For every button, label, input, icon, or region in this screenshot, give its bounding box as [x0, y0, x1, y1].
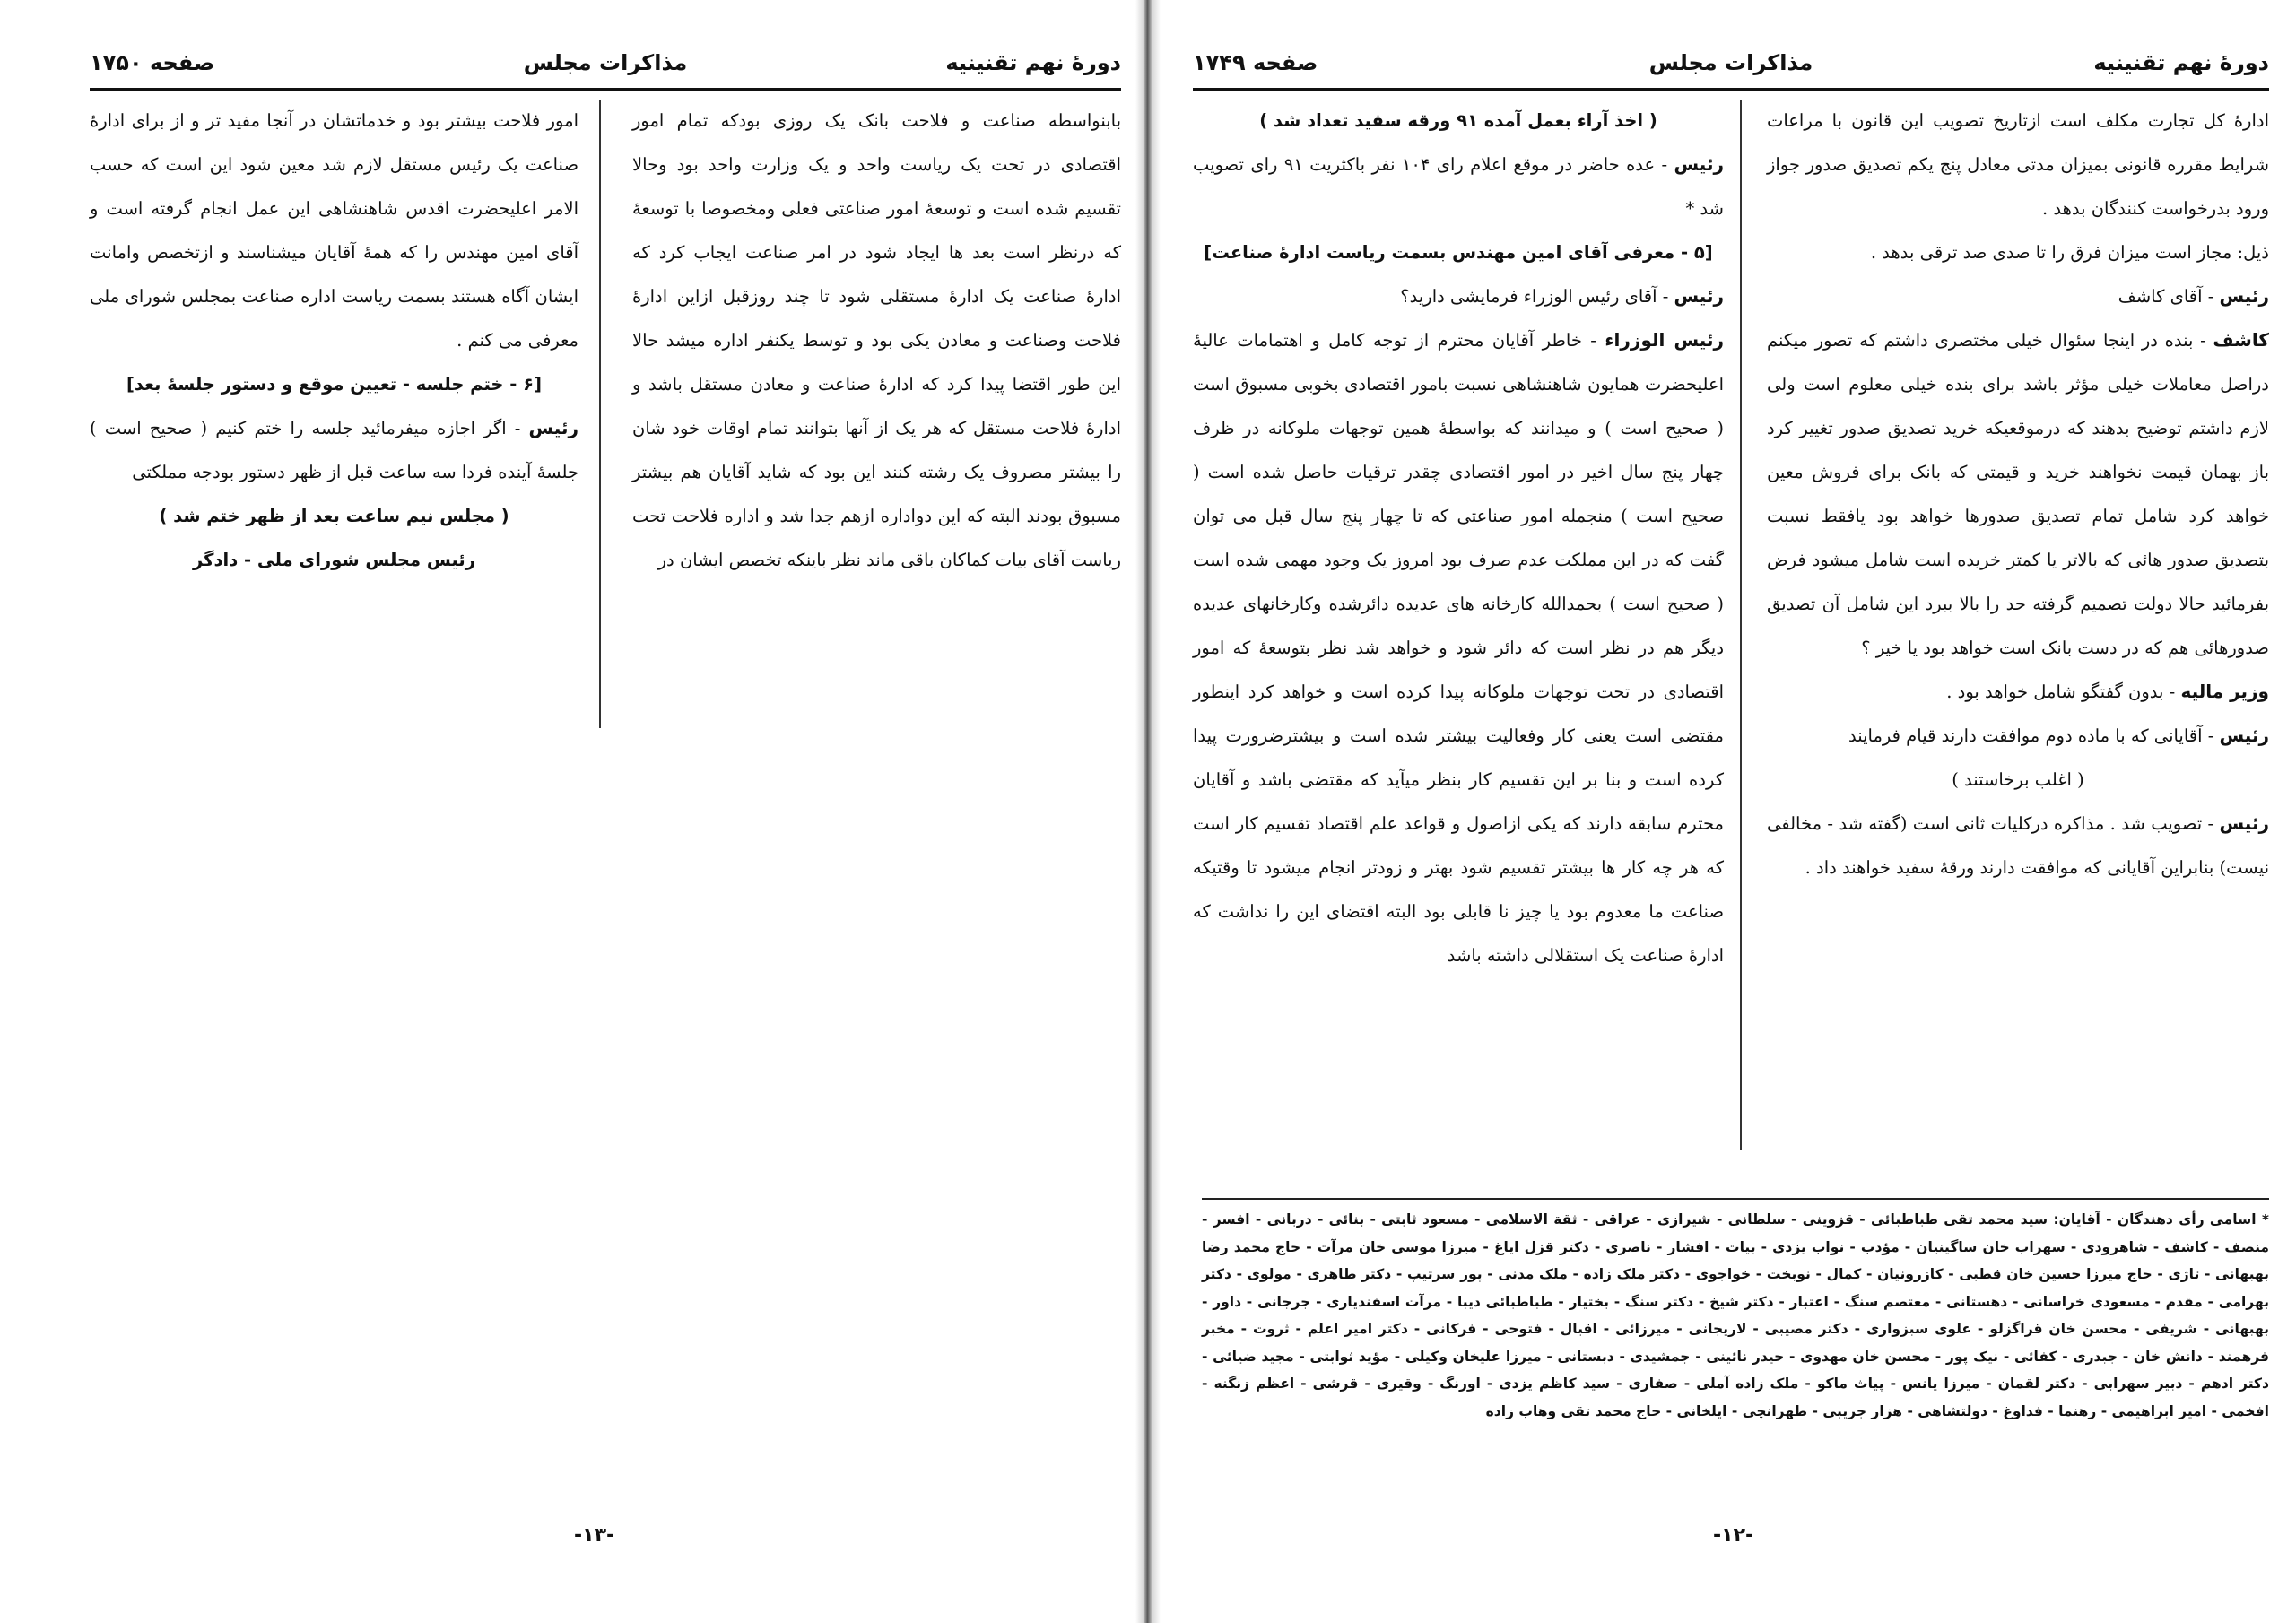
- header-series: دورهٔ نهم تقنینیه: [945, 50, 1121, 75]
- header-page-number: صفحه ۱۷۴۹: [1193, 50, 1318, 75]
- vote-note: ( اخذ آراء بعمل آمده ۹۱ ورقه سفید تعداد شد ): [1259, 110, 1657, 131]
- speaker-name: رئیس: [528, 417, 578, 438]
- paragraph: [1193, 143, 1724, 230]
- column-divider: [599, 100, 601, 728]
- speaker-name: رئیس: [1674, 153, 1724, 175]
- header-page-number: صفحه ۱۷۵۰: [90, 50, 215, 75]
- header-title: مذاکرات مجلس: [523, 50, 688, 75]
- paragraph: [1767, 670, 2269, 714]
- paragraph: [1767, 274, 2269, 318]
- page-folio: -۱۳-: [574, 1524, 615, 1547]
- signature: رئیس مجلس شورای ملی - دادگر: [193, 550, 475, 570]
- closing-note: ( مجلس نیم ساعت بعد از ظهر ختم شد ): [159, 506, 509, 526]
- speaker-name: رئیس: [1674, 285, 1724, 307]
- page-1750: [90, 0, 1121, 1623]
- speech-text: - عده حاضر در موقع اعلام رای ۱۰۴ نفر باکثریت ۹۱ رای تصویب شد *: [1193, 154, 1724, 219]
- page-1749: [1193, 0, 2269, 1623]
- column-divider: [1740, 100, 1742, 1150]
- speech-text: - آقایانی که با ماده دوم موافقت دارند قیام فرمایند: [1848, 725, 2220, 746]
- paragraph: بابنواسطه صناعت و فلاحت بانک یک روزی بودکه تمام امور اقتصادی در تحت یک ریاست واحد و یک وزارت واحد بود وحالا تقسیم شده است و توسعهٔ امور صناعتی فعلی ومخصوصا با توسعهٔ که درنظر است بعد ها ایجاد شود در امر صناعت ایجاب کرد که ادارهٔ صناعت یک ادارهٔ مستقلی شود تا چند روزقبل ازاین ادارهٔ فلاحت وصناعت و معادن یکی بود و توسط یکنفر اداره میشد حالا این طور اقتضا پیدا کرد که ادارهٔ صناعت و معادن مستقل باشد و ادارهٔ فلاحت مستقل که هر یک از آنها بتوانند تمام اوقات خود شان را بیشتر مصروف یک رشته کنند این بود که شاید آقایان هم بیشتر مسبوق بودند البته که این دواداره ازهم جدا شد و اداره فلاحت تحت ریاست آقای بیات کماکان باقی ماند نظر باینکه تخصص ایشان در: [632, 110, 1121, 570]
- footnote-voters: * اسامی رأی دهندگان - آقایان: سید محمد تقی طباطبائی - قزوینی - سلطانی - شیرازی - عراقی - ثقة الاسلامی - مسعود ثابتی - بنائی - دربانی - افسر - منصف - کاشف - شاهرودی - سهراب خان ساگینیان - مؤدب - نواب یزدی - بیات - افشار - ناصری - دکتر قزل ایاغ - میرزا موسی خان مرآت - حاج محمد رضا بهبهانی - تاژی - حاج میرزا حسین خان قطبی - کازرونیان - کمال - نوبخت - خواجوی - دکتر ملک زاده - ملک مدنی - پور سرتیپ - دکتر طاهری - مولوی - دکتر بهرامی - مقدم - مسعودی خراسانی - دهستانی - معتصم سنگ - اعتبار - دکتر شیخ - دکتر سنگ - بختیار - طباطبائی دیبا - مرآت اسفندیاری - جرجانی - داور - بهبهانی - شریفی - محسن خان قراگزلو - علوی سبزواری - دکتر مصیبی - لاریجانی - میرزائی - اقبال - فتوحی - فرکانی - دکتر امیر اعلم - ثروت - مخبر فرهمند - دانش خان - جبدری - کفائی - نیک پور - محسن خان مهدوی - حیدر نائینی - جمشیدی - دبستانی - میرزا علیخان وکیلی - مؤید ثوابتی - مجید ضیائی - دکتر ادهم - دبیر سهرابی - دکتر لقمان - میرزا یانس - پیاث ماکو - ملک زاده آملی - صفاری - سید کاظم یزدی - اورنگ - وقیری - قرشی - اعظم زنگنه - افخمی - امیر ابراهیمی - رهنما - فداوغ - دولتشاهی - هزار جریبی - طهرانچی - ایلخانی - حاج محمد تقی وهاب زاده: [1202, 1211, 2269, 1419]
- header-series: دورهٔ نهم تقنینیه: [2093, 50, 2269, 75]
- paragraph: [1767, 802, 2269, 890]
- speech-text: - آقای رئیس الوزراء فرمایشی دارید؟: [1400, 286, 1674, 307]
- speech-text: - بدون گفتگو شامل خواهد بود .: [1946, 681, 2181, 702]
- speaker-name: کاشف: [2213, 329, 2269, 351]
- header-title: مذاکرات مجلس: [1648, 50, 1813, 75]
- paragraph: [1193, 274, 1724, 318]
- speaker-name: رئیس الوزراء: [1605, 329, 1724, 351]
- speech-text: - خاطر آقایان محترم از توجه کامل و اهتمامات عالیهٔ اعلیحضرت همایون شاهنشاهی نسبت بامور اقتصادی بخوبی مسبوق است ( صحیح است ) و میدانند که بواسطهٔ همین توجهات ملوکانه در ظرف چهار پنج سال اخیر در امور اقتصادی چقدر ترقیات حاصل شده است ( صحیح است ) منجمله امور صناعتی که تا چهار پنج سال قبل می توان گفت که در این مملکت عدم صرف بود امروز یک وجود مهمی شده است ( صحیح است ) بحمدالله کارخانه های عدیده دائرشده وکارخانهای عدیده دیگر هم در نظر است که دائر شود و خواهد شد نظر بتوسعهٔ که امور اقتصادی در تحت توجهات ملوکانه پیدا کرده است و خواهد کرد اینطور مقتضی است یعنی کار وفعالیت بیشتر شده است و بیشترضرورت پیدا کرده است و بنا بر این تقسیم کار بنظر میآید که مقتضی باشد و آقایان محترم سابقه دارند که یکی ازاصول و قواعد علم اقتصاد تقسیم کار است که هر چه کار ها بیشتر تقسیم شود بهتر و زودتر انجام میشود تا وقتیکه صناعت ما معدوم بود یا چیز نا قابلی بود البته اقتضای این را نداشت که ادارهٔ صناعت یک استقلالی داشته باشد: [1193, 330, 1724, 966]
- speaker-name: رئیس: [2219, 812, 2269, 834]
- book-spine: [1135, 0, 1161, 1623]
- paragraph: ادارهٔ کل تجارت مکلف است ازتاریخ تصویب این قانون با مراعات شرایط مقرره قانونی بمیزان مدتی معادل پنج یکم تصدیق صدور جواز ورود بدرخواست کنندگان بدهد .: [1767, 110, 2269, 219]
- section-heading: [۶ - ختم جلسه - تعیین موقع و دستور جلسهٔ بعد]: [126, 374, 542, 395]
- page-header: [1193, 47, 2269, 91]
- column-right: [1767, 99, 2269, 890]
- speech-text: - آقای کاشف: [2118, 286, 2220, 307]
- paragraph: [1767, 318, 2269, 670]
- footnote-divider: [1202, 1198, 2269, 1200]
- page-folio: -۱۲-: [1713, 1524, 1754, 1547]
- paragraph: [1193, 318, 1724, 977]
- paragraph: امور فلاحت بیشتر بود و خدماتشان در آنجا مفید تر و از برای ادارهٔ صناعت یک رئیس مستقل لازم شد معین شود این است که حسب الامر اعلیحضرت اقدس شاهنشاهی این عمل انجام گرفته است و آقای امین مهندس را که همهٔ آقایان میشناسند و ازتخصص وامانت ایشان آگاه هستند بسمت ریاست اداره صناعت بمجلس شورای ملی معرفی می کنم .: [90, 110, 578, 351]
- paragraph: [1767, 714, 2269, 758]
- paragraph: [90, 406, 578, 494]
- section-heading: [۵ - معرفی آقای امین مهندس بسمت ریاست ادارهٔ صناعت]: [1204, 242, 1713, 263]
- speaker-name: رئیس: [2219, 725, 2269, 746]
- speech-text: - تصویب شد . مذاکره درکلیات ثانی است (گفته شد - مخالفی نیست) بنابراین آقایانی که موافقت دارند ورقهٔ سفید خواهند داد .: [1767, 813, 2269, 878]
- speaker-name: رئیس: [2219, 285, 2269, 307]
- procedural-note: ( اغلب برخاستند ): [1952, 769, 2084, 790]
- paragraph: ذیل: مجاز است میزان فرق را تا صدی صد ترقی بدهد .: [1870, 242, 2269, 263]
- speaker-name: وزیر مالیه: [2180, 681, 2269, 702]
- page-header: [90, 47, 1121, 91]
- column-left: [90, 99, 578, 582]
- speech-text: - بنده در اینجا سئوال خیلی مختصری داشتم که تصور میکنم دراصل معاملات خیلی مؤثر باشد برای بنده خیلی معلوم است ولی لازم داشتم توضیح بدهند که درموقعیکه خرید تصدیق صدور تغییر کرد باز بهمان قیمت نخواهند خرید و قیمتی که بانک برای فروش معین خواهد کرد شامل تمام تصدیق صدورها خواهد بود یافقط نسبت بتصدیق صدور هائی که بالاتر یا کمتر خریده است شامل میشود فرض بفرمائید حالا دولت تصمیم گرفته حد را بالا ببرد این شامل آن تصدیق صدورهائی هم که در دست بانک است خواهد بود یا خیر ؟: [1767, 330, 2269, 658]
- speech-text: - اگر اجازه میفرمائید جلسه را ختم کنیم ( صحیح است ) جلسهٔ آینده فردا سه ساعت قبل از ظهر دستور بودجه مملکتی: [90, 418, 578, 482]
- column-left: [1193, 99, 1724, 977]
- column-right: [632, 99, 1121, 582]
